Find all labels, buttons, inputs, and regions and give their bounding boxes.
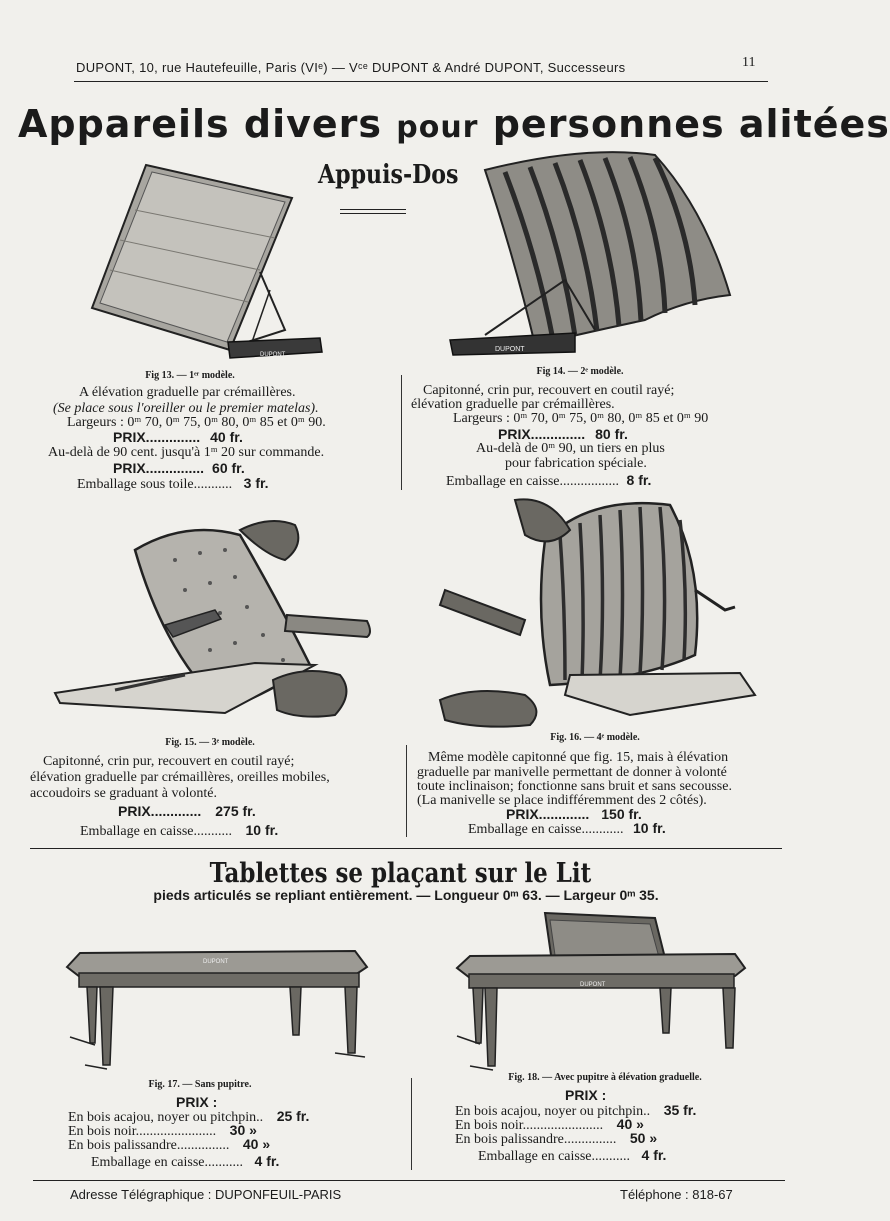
fig16-packaging-row — [468, 820, 666, 838]
fig15-packaging-label: Emballage en caisse........... — [80, 824, 233, 839]
fig14-line4: Au-delà de 0ᵐ 90, un tiers en plus — [476, 441, 665, 456]
tablettes-subtitle: pieds articulés se repliant entièrement. — Longueur 0ᵐ 63. — Largeur 0ᵐ 35. — [153, 887, 659, 903]
fig18-packaging-label: Emballage en caisse........... — [478, 1149, 631, 1164]
fig16-crank-backrest-illustration — [440, 495, 760, 730]
fig16-line4: (La manivelle se place indifféremment des 2 côtés). — [417, 793, 707, 808]
section-title-appuis-dos: Appuis-Dos — [318, 160, 459, 190]
fig13-line3: Largeurs : 0ᵐ 70, 0ᵐ 75, 0ᵐ 80, 0ᵐ 85 et 0ᵐ 90. — [67, 415, 326, 430]
fig17-row-3-label: En bois palissandre............... — [68, 1138, 230, 1153]
fig16-packaging-label: Emballage en caisse............ — [468, 822, 624, 837]
fig13-caption: Fig 13. — 1ᵉʳ modèle. — [145, 370, 235, 381]
footer-telephone: Téléphone : 818-67 — [620, 1187, 733, 1202]
fig14-price-label: PRIX.............. — [498, 426, 586, 442]
fig13-packaging-row — [77, 475, 269, 493]
column-divider-2 — [406, 745, 407, 837]
fig14-packaging-row — [446, 472, 651, 490]
section-title-tablettes — [0, 858, 800, 889]
fig18-row-3 — [455, 1130, 657, 1148]
fig14-line1-text: Capitonné, crin pur, recouvert en coutil rayé; — [423, 383, 675, 398]
fig17-packaging-label: Emballage en caisse........... — [91, 1155, 244, 1170]
title-part-3: personnes alitées — [478, 102, 890, 146]
fig16-line2: graduelle par manivelle permettant de donner à volonté — [417, 765, 727, 780]
fig13-line2: (Se place sous l'oreiller ou le premier matelas). — [53, 401, 319, 416]
fig15-packaging-value: 10 fr. — [245, 822, 279, 838]
footer-telegraph-address: Adresse Télégraphique : DUPONFEUIL-PARIS — [70, 1187, 342, 1202]
column-divider-3 — [411, 1078, 412, 1170]
fig15-price-value: 275 fr. — [215, 803, 256, 819]
fig13-price-value: 40 fr. — [210, 429, 243, 445]
fig13-maker-mark: DUPONT — [260, 352, 286, 358]
fig14-cushion-backrest-illustration — [445, 150, 740, 360]
fig18-packaging-value: 4 fr. — [641, 1147, 667, 1163]
fig14-caption: Fig 14. — 2ᵉ modèle. — [536, 366, 624, 377]
fig17-maker-mark: DUPONT — [203, 959, 229, 965]
fig18-maker-mark: DUPONT — [580, 982, 606, 988]
fig13-packaging-label: Emballage sous toile........... — [77, 477, 233, 492]
page-title — [18, 102, 890, 146]
fig14-packaging-label: Emballage en caisse................. — [446, 474, 620, 489]
fig16-line3: toute inclinaison; fonctionne sans bruit et sans secousse. — [417, 779, 732, 794]
fig13-price-label: PRIX.............. — [113, 429, 201, 445]
fig18-price-heading: PRIX : — [565, 1087, 607, 1103]
fig14-line3: Largeurs : 0ᵐ 70, 0ᵐ 75, 0ᵐ 80, 0ᵐ 85 et 0ᵐ 90 — [453, 411, 709, 426]
fig17-price-heading: PRIX : — [176, 1094, 218, 1110]
fig13-packaging-value: 3 fr. — [243, 475, 269, 491]
fig17-bed-tray-illustration — [65, 945, 375, 1080]
fig16-caption: Fig. 16. — 4ᵉ modèle. — [550, 732, 640, 743]
fig17-row-3 — [68, 1136, 270, 1154]
fig14-line5: pour fabrication spéciale. — [505, 456, 647, 471]
fig15-line1: Capitonné, crin pur, recouvert en coutil rayé; — [43, 754, 295, 769]
title-part-2: pour — [396, 110, 479, 145]
fig18-row-3-value: 50 » — [629, 1130, 658, 1146]
fig14-price-value: 80 fr. — [595, 426, 628, 442]
page-number: 11 — [742, 55, 756, 70]
fig17-packaging-row — [91, 1153, 279, 1171]
fig18-row-1-value: 35 fr. — [663, 1102, 697, 1118]
fig17-row-3-value: 40 » — [242, 1136, 271, 1152]
title-underline-1 — [340, 209, 406, 210]
fig13-line4: Au-delà de 90 cent. jusqu'à 1ᵐ 20 sur commande. — [48, 445, 325, 460]
title-underline-2 — [340, 213, 406, 214]
fig17-row-2-label: En bois noir....................... — [68, 1124, 217, 1139]
fig13-line1: A élévation graduelle par crémaillères. — [79, 385, 296, 400]
fig16-price-value: 150 fr. — [601, 806, 642, 822]
fig18-bed-tray-lectern-illustration — [455, 908, 750, 1073]
fig16-packaging-value: 10 fr. — [633, 820, 666, 836]
page-header: DUPONT, 10, rue Hautefeuille, Paris (VIᵉ) — Vᶜᵉ DUPONT & André DUPONT, Successeurs — [76, 60, 626, 75]
fig17-row-1-value: 25 fr. — [276, 1108, 310, 1124]
fig15-line2: élévation graduelle par crémaillères, oreilles mobiles, — [30, 770, 330, 785]
fig14-packaging-value: 8 fr. — [626, 472, 652, 488]
header-rule — [74, 81, 768, 82]
section-rule — [30, 848, 782, 849]
fig15-packaging-row — [80, 822, 278, 840]
fig18-row-1-label: En bois acajou, noyer ou pitchpin.. — [455, 1104, 651, 1119]
fig18-caption: Fig. 18. — Avec pupitre à élévation graduelle. — [508, 1072, 702, 1083]
fig17-row-1-label: En bois acajou, noyer ou pitchpin.. — [68, 1110, 264, 1125]
fig14-maker-mark: DUPONT — [495, 346, 525, 353]
fig15-price-label: PRIX............. — [118, 803, 202, 819]
fig15-caption: Fig. 15. — 3ᵉ modèle. — [165, 737, 255, 748]
fig13-backrest-illustration — [80, 160, 330, 365]
column-divider-1 — [401, 375, 402, 490]
fig17-caption: Fig. 17. — Sans pupitre. — [148, 1079, 252, 1090]
fig18-row-3-label: En bois palissandre............... — [455, 1132, 617, 1147]
fig16-price-label: PRIX............. — [506, 806, 590, 822]
title-part-1: Appareils divers — [18, 102, 397, 146]
fig18-packaging-row — [478, 1147, 666, 1165]
fig15-tufted-backrest-illustration — [55, 515, 375, 735]
fig17-packaging-value: 4 fr. — [254, 1153, 280, 1169]
tablettes-title-text: Tablettes se plaçant sur le Lit — [209, 858, 591, 889]
footer-rule — [33, 1180, 785, 1181]
fig17-row-2-value: 30 » — [229, 1122, 257, 1138]
fig13-price2-label: PRIX............... — [113, 460, 205, 476]
fig18-row-2-value: 40 » — [616, 1116, 644, 1132]
fig14-line2: élévation graduelle par crémaillères. — [411, 397, 615, 412]
fig16-line1: Même modèle capitonné que fig. 15, mais à élévation — [428, 750, 729, 765]
fig13-price2-value: 60 fr. — [212, 460, 245, 476]
fig15-price-row — [118, 803, 256, 821]
fig15-line3: accoudoirs se graduant à volonté. — [30, 786, 217, 801]
fig18-row-2-label: En bois noir....................... — [455, 1118, 604, 1133]
